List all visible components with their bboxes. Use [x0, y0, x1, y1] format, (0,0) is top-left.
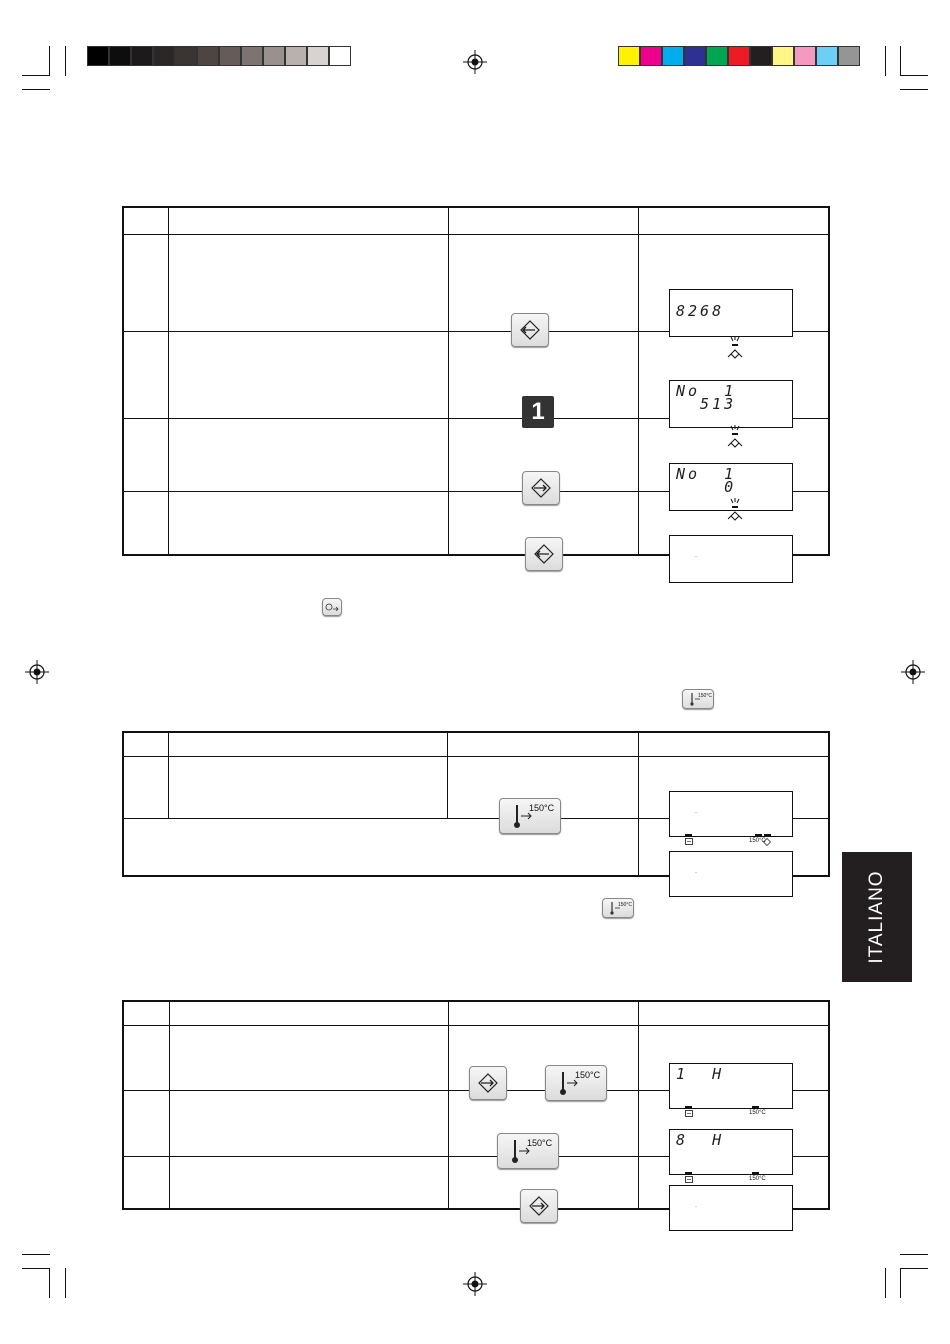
grill-icon: [685, 838, 693, 845]
lcd-line-1: 8268: [676, 301, 725, 320]
gray-swatch: [241, 46, 263, 66]
registration-target-icon: [901, 660, 925, 684]
lcd-temp-label: 150°C: [749, 838, 766, 844]
blink-indicator-icon: [723, 497, 747, 523]
color-swatch: [816, 46, 838, 66]
button-label: 150°C: [575, 1069, 601, 1080]
procedure-table-2: [122, 731, 830, 877]
enter-button[interactable]: [469, 1066, 507, 1100]
enter-arrow-icon: [521, 1190, 557, 1222]
thermo-150c-button[interactable]: [497, 1133, 559, 1169]
gray-swatch: [87, 46, 109, 66]
color-swatch: [618, 46, 640, 66]
gray-swatch: [197, 46, 219, 66]
lcd-line-2: 513: [676, 394, 737, 413]
enter-button[interactable]: [520, 1189, 558, 1223]
color-swatch: [838, 46, 860, 66]
lcd-dot: ·: [695, 553, 697, 560]
thermometer-150c-icon: [682, 689, 714, 709]
enter-button[interactable]: [511, 313, 549, 347]
enter-arrow-icon: [470, 1067, 506, 1099]
color-swatch: [662, 46, 684, 66]
lcd-display: [669, 791, 793, 837]
thermometer-150c-icon: [546, 1066, 606, 1100]
lcd-dot: ·: [695, 869, 697, 876]
procedure-table-1: [122, 206, 830, 560]
gray-swatch: [175, 46, 197, 66]
lcd-indicator-bar: [752, 1106, 759, 1108]
gray-swatch: [329, 46, 351, 66]
lcd-line-1: No 1: [676, 381, 737, 400]
gray-swatch: [285, 46, 307, 66]
grill-icon: [685, 1176, 693, 1183]
gray-swatch: [153, 46, 175, 66]
table-header-row: [123, 732, 829, 756]
color-swatch: [728, 46, 750, 66]
lcd-line-1: 1 H: [676, 1064, 725, 1083]
table-header-row: [123, 207, 829, 234]
table-header-row: [123, 1001, 829, 1025]
thermo-150c-button[interactable]: [499, 798, 561, 834]
lcd-display: [669, 535, 793, 583]
blink-indicator-icon: [723, 424, 747, 450]
lcd-line-1: 8 H: [676, 1131, 725, 1149]
lcd-indicator-bar: [685, 1106, 692, 1108]
lcd-temp-label: 150°C: [749, 1176, 766, 1182]
thermometer-150c-icon: [602, 898, 634, 918]
lcd-dot: ·: [695, 1204, 697, 1211]
gray-swatch: [131, 46, 153, 66]
lcd-indicator-bar: [755, 834, 762, 836]
enter-button[interactable]: [522, 471, 560, 505]
gray-swatch: [219, 46, 241, 66]
lcd-indicator-bar: [685, 1172, 692, 1174]
enter-arrow-icon: [763, 838, 771, 846]
enter-button[interactable]: [525, 537, 563, 571]
color-swatch: [640, 46, 662, 66]
enter-arrow-icon: [523, 472, 559, 504]
registration-target-icon: [463, 1272, 487, 1296]
color-swatch: [706, 46, 728, 66]
lcd-dot: ·: [695, 810, 697, 816]
color-swatch: [772, 46, 794, 66]
svg-text:150°C: 150°C: [618, 902, 632, 908]
language-tab: [842, 852, 912, 982]
lcd-display: [669, 1063, 793, 1109]
number-1-button[interactable]: 1: [522, 396, 554, 428]
gray-swatch: [109, 46, 131, 66]
thermometer-150c-icon: [500, 799, 560, 833]
button-label: 150°C: [529, 803, 555, 813]
lcd-line-1: No 1: [676, 464, 737, 483]
svg-text:150°C: 150°C: [698, 693, 712, 699]
table-row: [123, 234, 829, 331]
enter-arrow-icon: [512, 314, 548, 346]
lcd-line-2: 0: [676, 477, 737, 496]
grill-icon: [685, 1110, 693, 1117]
lcd-indicator-bar: [685, 834, 692, 836]
lcd-indicator-bar: [764, 834, 771, 836]
lcd-display: [669, 851, 793, 897]
table-row: [123, 756, 829, 818]
lcd-indicator-bar: [752, 1172, 759, 1174]
gray-swatch: [263, 46, 285, 66]
enter-arrow-icon: [526, 538, 562, 570]
lcd-display: [669, 289, 793, 337]
color-swatch: [750, 46, 772, 66]
color-swatch: [684, 46, 706, 66]
registration-target-icon: [25, 660, 49, 684]
table-row: [123, 1025, 829, 1090]
lcd-display: [669, 1129, 793, 1175]
color-swatch: [794, 46, 816, 66]
lcd-display: [669, 1185, 793, 1231]
lcd-display: [669, 380, 793, 428]
language-tab-label: ITALIANO: [866, 870, 887, 964]
blink-indicator-icon: [723, 335, 747, 361]
procedure-table-3: [122, 1000, 830, 1210]
gray-swatch: [307, 46, 329, 66]
thermo-150c-button[interactable]: [545, 1065, 607, 1101]
reset-key-icon: [322, 598, 342, 616]
button-label: 150°C: [527, 1138, 553, 1148]
registration-target-icon: [463, 50, 487, 74]
lcd-temp-label: 150°C: [749, 1109, 766, 1116]
thermometer-150c-icon: [498, 1134, 558, 1168]
